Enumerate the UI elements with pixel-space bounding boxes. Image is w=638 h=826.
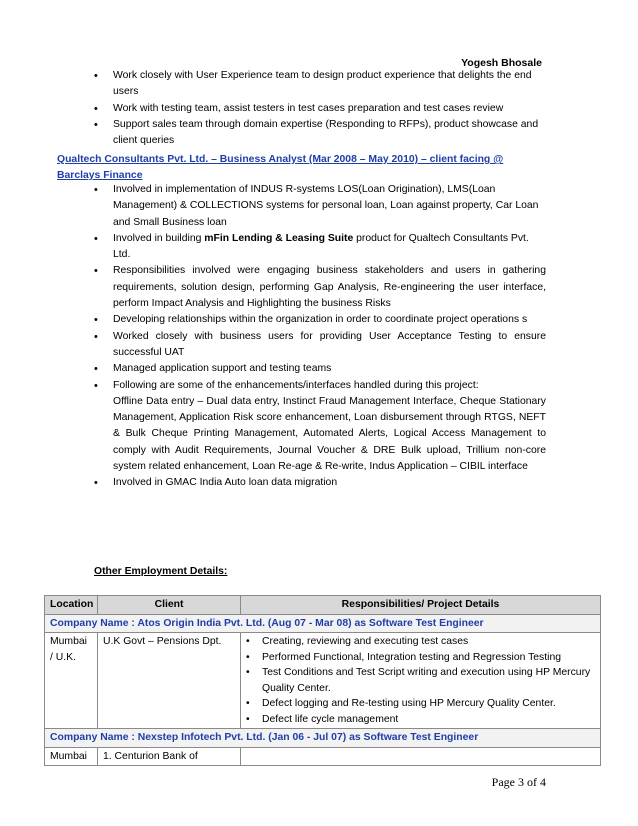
header-location: Location xyxy=(45,596,98,615)
list-item: • Defect life cycle management xyxy=(246,712,595,728)
qualtech-bullet-list xyxy=(94,182,546,492)
table-row xyxy=(45,614,601,633)
list-item: • Test Conditions and Test Script writing and execution using HP Mercury Quality Center. xyxy=(246,665,595,696)
list-item: • Creating, reviewing and executing test cases xyxy=(246,634,595,650)
list-item: • Involved in GMAC India Auto loan data migration xyxy=(94,475,546,491)
company-row: Company Name : Atos Origin India Pvt. Ltd. (Aug 07 - Mar 08) as Software Test Engineer xyxy=(45,614,601,633)
list-item xyxy=(94,231,546,264)
cell-responsibilities xyxy=(241,747,601,766)
page-number: Page 3 of 4 xyxy=(491,775,546,789)
top-bullet-list xyxy=(94,68,546,149)
bullet-text: product for Qualtech Consultants Pvt. Ltd. xyxy=(113,232,529,261)
cell-responsibilities xyxy=(241,633,601,729)
cell-client: 1. Centurion Bank of xyxy=(98,747,241,766)
list-item: • Work closely with User Experience team to design product experience that delights the end users xyxy=(94,68,546,101)
other-employment-heading: Other Employment Details: xyxy=(94,566,228,577)
list-item: • Performed Functional, Integration testing and Regression Testing xyxy=(246,650,595,666)
qualtech-heading: Qualtech Consultants Pvt. Ltd. – Business Analyst (Mar 2008 – May 2010) – client facing @ Barclays Finance xyxy=(57,154,504,181)
list-item: • Managed application support and testing teams xyxy=(94,361,546,377)
list-item: • Responsibilities involved were engaging business stakeholders and users in gathering requirements, solution design, performing Gap Analysis, Re-engineering the user interface, perform Impact Analysis and Highlighting the business Risks xyxy=(94,263,546,312)
table-row xyxy=(45,633,601,729)
table-row xyxy=(45,747,601,766)
list-item: • Worked closely with business users for providing User Acceptance Testing to ensure successful UAT xyxy=(94,329,546,362)
list-item xyxy=(94,378,546,476)
bullet-text: Involved in building xyxy=(113,232,205,244)
bullet-intro: • Following are some of the enhancements/interfaces handled during this project: xyxy=(113,379,479,391)
cell-client: U.K Govt – Pensions Dpt. xyxy=(98,633,241,729)
table-header-row xyxy=(45,596,601,615)
company-row: Company Name : Nexstep Infotech Pvt. Ltd. (Jan 06 - Jul 07) as Software Test Engineer xyxy=(45,729,601,748)
responsibility-list xyxy=(246,634,595,727)
list-item: • Developing relationships within the organization in order to coordinate project operations s xyxy=(94,312,546,328)
table-row xyxy=(45,729,601,748)
list-item: • Support sales team through domain expertise (Responding to RFPs), product showcase and client queries xyxy=(94,117,546,150)
cell-location: Mumbai xyxy=(45,747,98,766)
resume-owner-name: Yogesh Bhosale xyxy=(461,57,542,69)
list-item: • Defect logging and Re-testing using HP Mercury Quality Center. xyxy=(246,696,595,712)
employment-table xyxy=(44,595,601,766)
list-item: • Involved in implementation of INDUS R-systems LOS(Loan Origination), LMS(Loan Management) & COLLECTIONS systems for personal loan, Loan against property, Car Loan and Small Business loan xyxy=(94,182,546,231)
product-name: mFin Lending & Leasing Suite xyxy=(204,232,354,244)
list-item: • Work with testing team, assist testers in test cases preparation and test cases review xyxy=(94,101,546,117)
header-client: Client xyxy=(98,596,241,615)
header-responsibilities: Responsibilities/ Project Details xyxy=(241,596,601,615)
bullet-detail: Offline Data entry – Dual data entry, Instinct Fraud Management Interface, Cheque Stationary Management, Application Risk score enhancement, Loan disbursement through RTGS, NEFT & Bulk Cheque Printing Management, Automated Alerts, Logical Access Management to comply with Audit Requirements, Journal Voucher & DRE Bulk upload, Trillium non-core system related enhancement, Loan Re-age & Re-write, Indus Application – CIBIL interface xyxy=(113,395,546,473)
cell-location: Mumbai / U.K. xyxy=(45,633,98,729)
